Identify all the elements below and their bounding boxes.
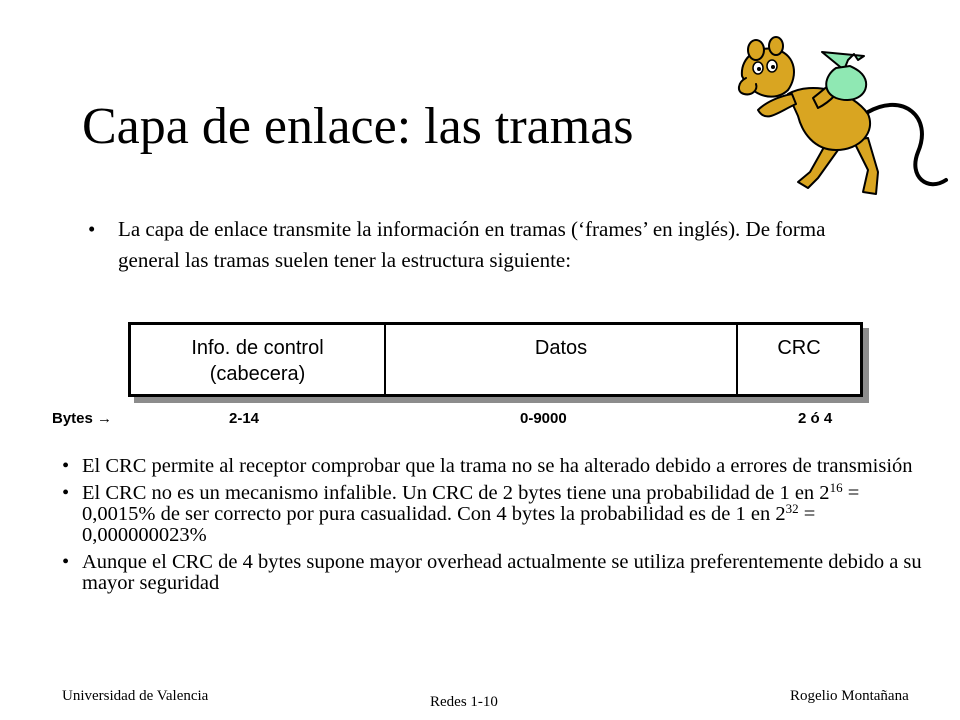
bullet-dot: • xyxy=(62,551,70,573)
bullet-text-3: Aunque el CRC de 4 bytes supone mayor overhead actualmente se utiliza preferentemente debido a su mayor seguridad xyxy=(82,551,922,594)
bullet-dot: • xyxy=(62,455,70,477)
data-cell: Datos xyxy=(384,325,736,394)
bullet-item xyxy=(62,552,922,594)
intro-text: La capa de enlace transmite la información en tramas (‘frames’ en inglés). De forma general las tramas suelen tener la estructura siguiente: xyxy=(118,217,826,272)
exponent-32: 32 xyxy=(785,501,799,516)
footer-author: Rogelio Montañana xyxy=(790,688,909,704)
bytes-header-size: 2-14 xyxy=(229,410,260,427)
footer-slide-number: Redes 1-10 xyxy=(430,694,498,710)
crc-bullet-list xyxy=(62,456,922,600)
footer-university: Universidad de Valencia xyxy=(62,688,209,704)
header-cell xyxy=(131,325,384,394)
bullet-text-2b: = 0,0015% de ser correcto por pura casualidad. Con 4 bytes la probabilidad es de 1 en 2 xyxy=(82,482,860,525)
exponent-16: 16 xyxy=(829,480,843,495)
bytes-label: Bytes → xyxy=(52,410,113,427)
intro-paragraph xyxy=(88,214,848,276)
bytes-data-size: 0-9000 xyxy=(520,410,567,427)
bullet-item xyxy=(62,456,922,477)
crc-cell: CRC xyxy=(736,325,860,394)
bullet-text-2a: El CRC no es un mecanismo infalible. Un CRC de 2 bytes tiene una probabilidad de 1 en 2 xyxy=(82,482,830,504)
monkey-mascot-illustration xyxy=(718,32,954,204)
header-cell-line2: (cabecera) xyxy=(209,363,306,385)
slide-title: Capa de enlace: las tramas xyxy=(82,98,634,155)
bullet-item xyxy=(62,480,922,546)
bullet-text-1: El CRC permite al receptor comprobar que la trama no se ha alterado debido a errores de transmisión xyxy=(82,455,913,477)
bullet-text-2c: = 0,000000023% xyxy=(82,503,816,546)
intro-bullet: • xyxy=(88,217,96,241)
bullet-dot: • xyxy=(62,482,70,504)
bytes-crc-size: 2 ó 4 xyxy=(798,410,833,427)
header-cell-line1: Info. de control xyxy=(191,337,324,359)
frame-structure-table xyxy=(128,322,863,397)
